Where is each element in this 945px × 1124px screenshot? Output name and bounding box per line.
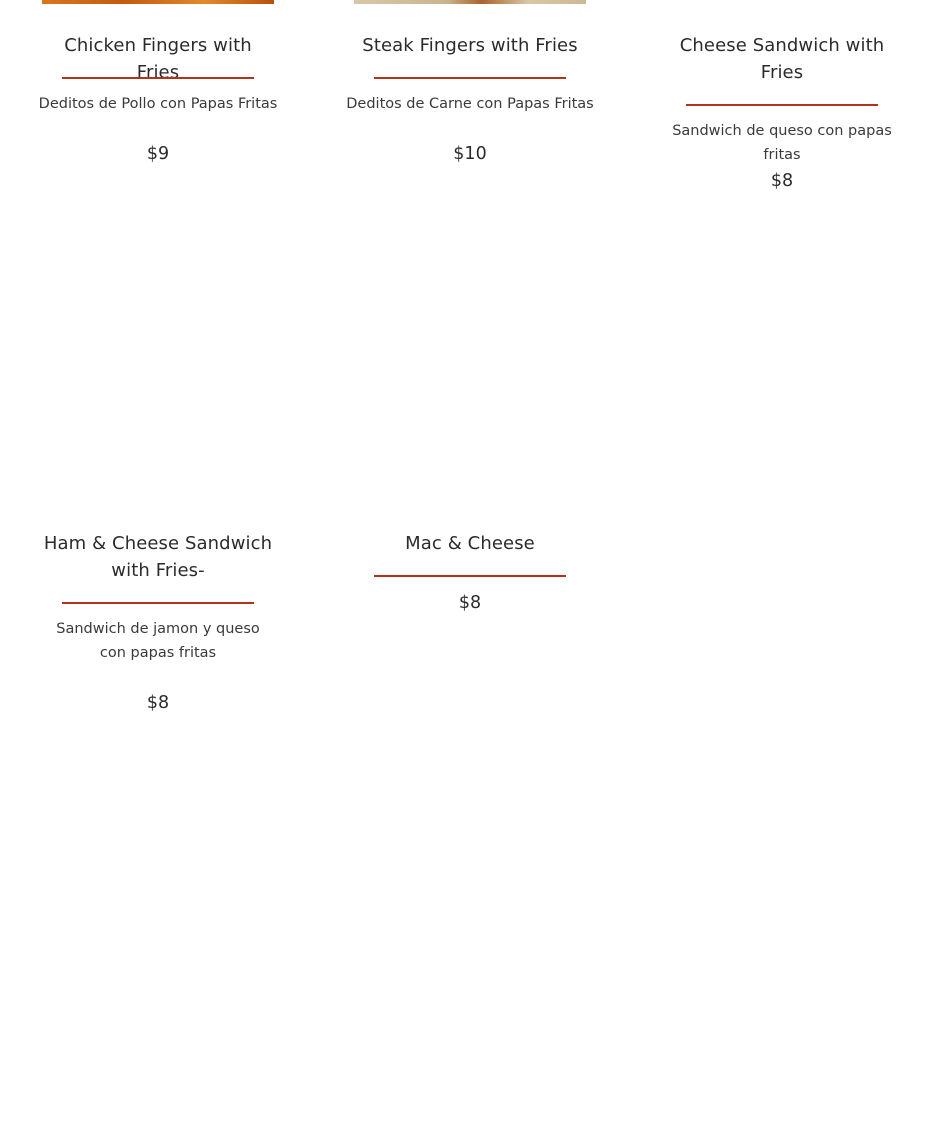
item-price: $10 (453, 144, 487, 164)
item-description: Sandwich de jamon y queso con papas fritas (56, 621, 260, 661)
item-price: $9 (146, 144, 170, 164)
item-divider (374, 77, 566, 79)
steak-fingers-photo[interactable] (354, 0, 586, 4)
item-title: Chicken Fingers with Fries (64, 35, 252, 83)
item-description: Sandwich de queso con papas fritas (672, 123, 892, 163)
item-price: $8 (458, 593, 482, 613)
item-description: Deditos de Pollo con Papas Fritas (38, 96, 278, 112)
item-price: $8 (146, 693, 170, 713)
item-price: $8 (770, 171, 794, 191)
item-divider (374, 575, 566, 577)
item-divider (686, 104, 878, 106)
item-description: Deditos de Carne con Papas Fritas (346, 96, 594, 112)
item-title: Cheese Sandwich with Fries (679, 35, 885, 83)
chicken-fingers-photo[interactable] (42, 0, 274, 4)
item-title: Steak Fingers with Fries (362, 35, 578, 56)
item-title: Ham & Cheese Sandwich with Fries- (43, 533, 273, 581)
item-title: Mac & Cheese (405, 533, 535, 554)
item-divider (62, 602, 254, 604)
item-divider (62, 77, 254, 79)
